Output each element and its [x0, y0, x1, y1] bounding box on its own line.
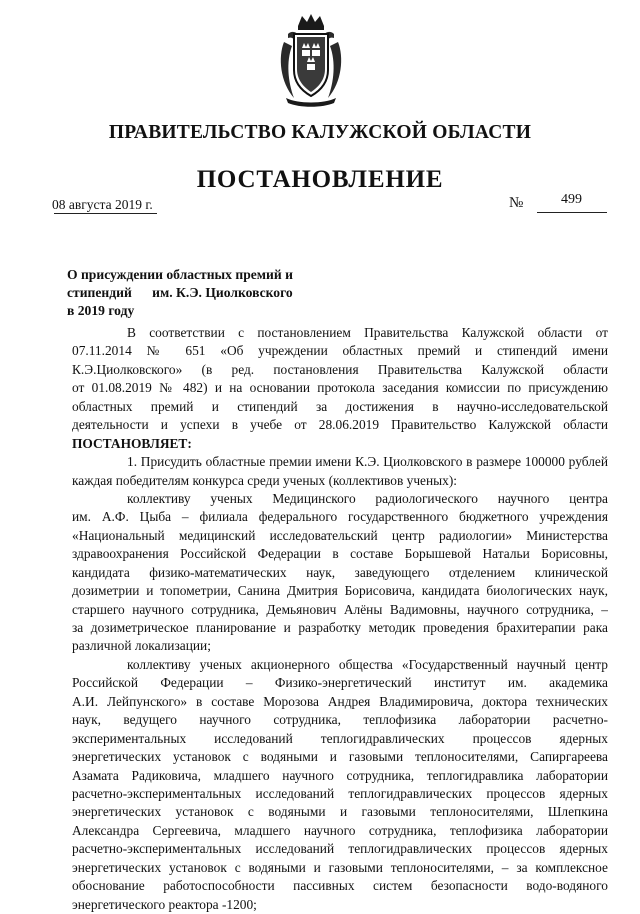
date-underline — [54, 213, 157, 214]
number-underline — [537, 212, 607, 213]
body-line: здравоохранения Российской Федерации в составе Борышевой Натальи Борисовны, — [72, 546, 608, 562]
body-line: каждая победителям конкурса среди ученых (коллективов ученых): — [72, 472, 458, 488]
body-line: Азамата Радиковича, младшего научного сотрудника, теплогидравлика лаборатории — [72, 767, 608, 783]
body-line: различной локализации; — [72, 638, 211, 654]
body-line: кандидата физико-математических наук, заведующего отделением клинической — [72, 564, 608, 580]
body-line: энергетических установок с водяными и газовыми теплоносителями, Сапиргареева — [72, 749, 608, 765]
document-date: 08 августа 2019 г. — [52, 197, 153, 212]
body-line: от 01.08.2019 № 482) и на основании протокола заседания комиссии по присуждению — [72, 380, 608, 396]
subject-line: стипендий им. К.Э. Циолковского — [67, 285, 293, 300]
body-line: К.Э.Циолковского» (в ред. постановления Правительства Калужской области — [72, 361, 608, 377]
body-line: экспериментальных исследований теплогидравлических процессов ядерных — [72, 730, 608, 746]
body-line: «Национальный медицинский исследовательский центр радиологии» Министерства — [72, 527, 608, 543]
body-line: старшего научного сотрудника, Демьянович Алёны Вадимовны, научного сотрудника, – — [72, 601, 608, 617]
document-number: 499 — [561, 192, 582, 207]
body-line: областных премий и стипендий за достижения в научно-исследовательской — [72, 398, 608, 414]
body-line: А.И. Лейпунского» в составе Морозова Андрея Владимировича, доктора технических — [72, 693, 608, 709]
body-line: энергетических установок с водяными и газовыми теплоносителями, Шлепкина — [72, 804, 608, 820]
body-line: деятельности и успехи в учебе от 28.06.2019 Правительство Калужской области — [72, 417, 608, 433]
body-line: расчетно-экспериментальных исследований теплогидравлических процессов ядерных — [72, 785, 608, 801]
organization-title: ПРАВИТЕЛЬСТВО КАЛУЖСКОЙ ОБЛАСТИ — [108, 122, 532, 143]
body-line: обоснование работоспособности пассивных систем безопасности водо-водяного — [72, 878, 608, 894]
body-line: Российской Федерации – Физико-энергетический институт им. академика — [72, 675, 608, 691]
body-line: наук, ведущего научного сотрудника, теплофизика лаборатории расчетно- — [72, 712, 608, 728]
document-type-title: ПОСТАНОВЛЕНИЕ — [196, 166, 444, 193]
coat-of-arms-icon — [276, 12, 346, 108]
body-line: коллективу ученых Медицинского радиологического научного центра — [127, 490, 608, 506]
body-line: 07.11.2014 № 651 «Об учреждении областных премий и стипендий имени — [72, 343, 608, 359]
body-line: В соответствии с постановлением Правительства Калужской области от — [127, 325, 608, 340]
body-line: коллективу ученых акционерного общества «Государственный научный центр — [127, 656, 608, 672]
number-label: № — [509, 195, 524, 211]
body-line: расчетно-экспериментальных исследований теплогидравлических процессов ядерных — [72, 841, 608, 857]
body-line: им. А.Ф. Цыба – филиала федерального государственного бюджетного учреждения — [72, 509, 608, 525]
body-line: энергетического реактора -1200; — [72, 896, 257, 912]
subject-line: в 2019 году — [67, 303, 135, 318]
body-line-resolves: ПОСТАНОВЛЯЕТ: — [72, 435, 192, 451]
document-subject — [67, 266, 293, 320]
body-line: дозиметрии и топометрии, Санина Дмитрия Борисовича, кандидата биологических наук, — [72, 583, 608, 599]
body-line: энергетических установок с водяными и газовыми теплоносителями, – за комплексное — [72, 859, 608, 875]
body-line: за дозиметрическое планирование и разработку методик проведения брахитерапии рака — [72, 620, 608, 635]
subject-line: О присуждении областных премий и — [67, 267, 293, 282]
body-line: 1. Присудить областные премии имени К.Э. Циолковского в размере 100000 рублей — [127, 454, 608, 470]
document-body — [72, 324, 608, 914]
body-line: Александра Сергеевича, младшего научного сотрудника, теплофизика лаборатории — [72, 822, 608, 838]
